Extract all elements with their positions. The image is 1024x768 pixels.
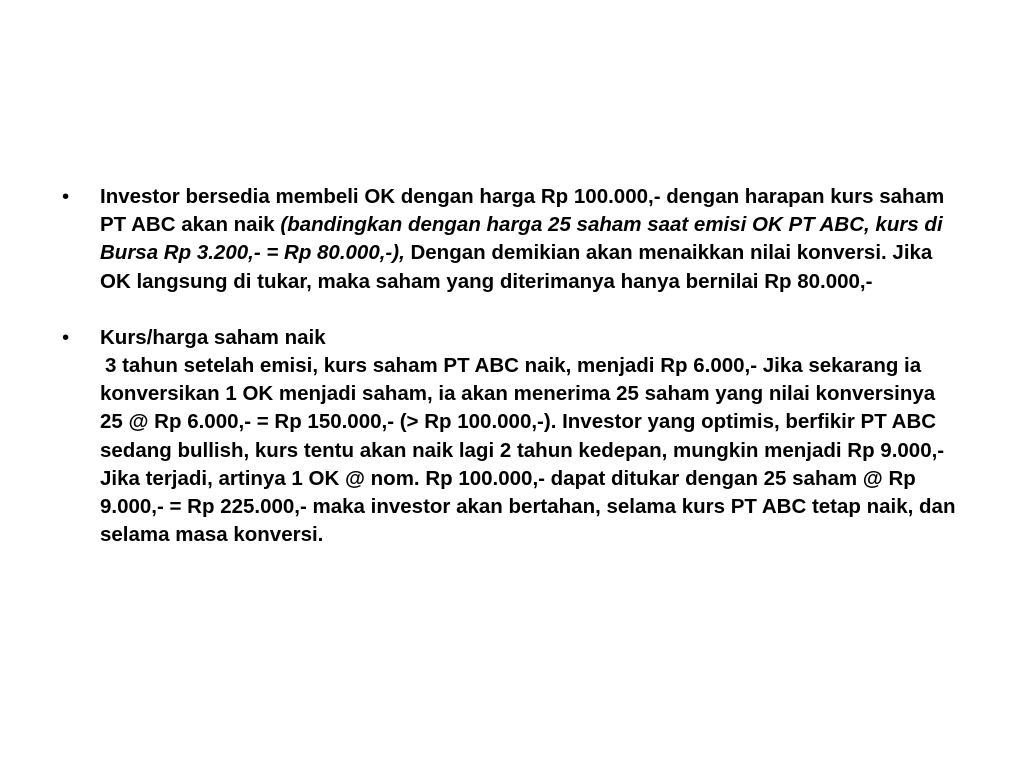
bullet-text: [100, 183, 962, 296]
bullet-heading: Kurs/harga saham naik: [100, 325, 326, 349]
bullet-item-kurs: [62, 324, 962, 550]
bullet-marker: •: [62, 325, 70, 349]
bullet-marker: •: [62, 185, 70, 208]
bullet-text-end: Dengan demikian akan menaikkan nilai konversi. Jika OK langsung di tukar, maka saham yang diterimanya hanya bernilai Rp 80.000,-: [100, 241, 933, 293]
bullet-text-italic: (bandingkan dengan harga 25 saham saat emisi OK PT ABC, kurs di Bursa Rp 3.200,- = Rp 80.000,-),: [100, 213, 943, 265]
bullet-text-start: Investor bersedia membeli OK dengan harga Rp 100.000,- dengan harapan kurs saham PT ABC akan naik: [100, 185, 945, 237]
bullet-item-investor: [62, 183, 962, 296]
bullet-paragraph: 3 tahun setelah emisi, kurs saham PT ABC naik, menjadi Rp 6.000,- Jika sekarang ia konversikan 1 OK menjadi saham, ia akan menerima 25 saham yang nilai konversinya 25 @ Rp 6.000,- = Rp 150.000,- (> Rp 100.000,-). Investor yang optimis, berfikir PT ABC sedang bullish, kurs tentu akan naik lagi 2 tahun kedepan, mungkin menjadi Rp 9.000,- Jika terjadi, artinya 1 OK @ nom. Rp 100.000,- dapat ditukar dengan 25 saham @ Rp 9.000,- = Rp 225.000,- maka investor akan bertahan, selama kurs PT ABC tetap naik, dan selama masa konversi.: [100, 354, 956, 547]
bullet-list: [62, 183, 962, 549]
